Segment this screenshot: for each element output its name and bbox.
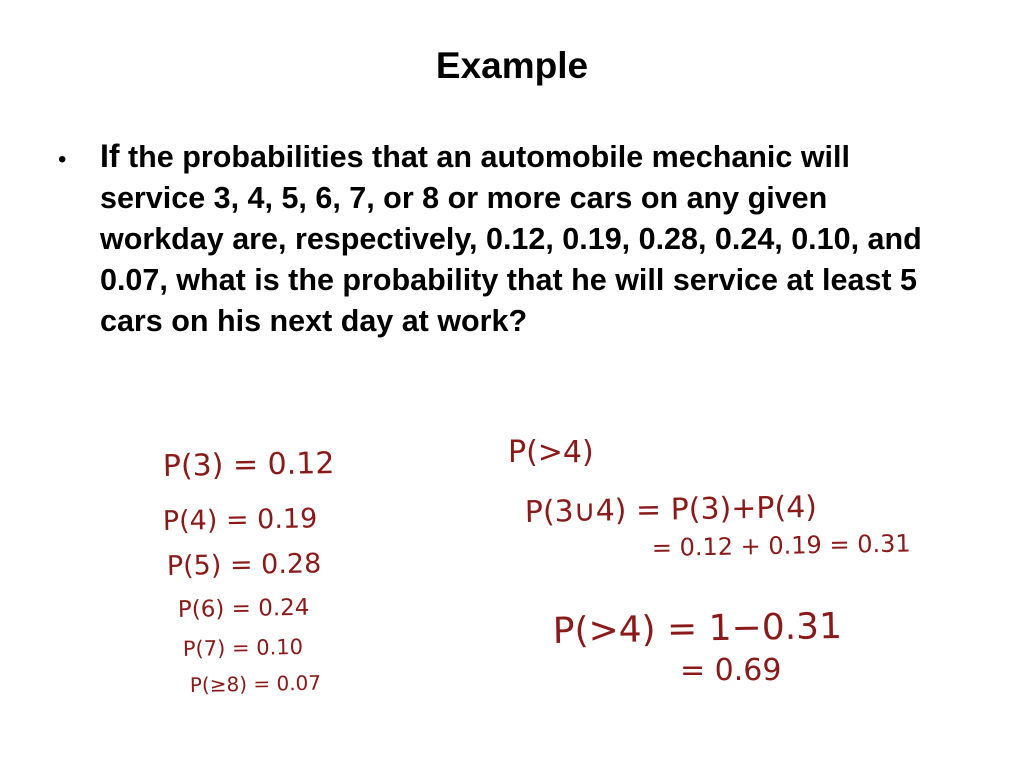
handwritten-solution — [508, 435, 911, 688]
bullet-body: the probabilities that an automobile mechanic will service 3, 4, 5, 6, 7, or 8 or more cars on any given workday are, respectively, 0.12, 0.19, 0.28, 0.24, 0.10, and 0.07, what is the probability that he will service at least 5 cars on his next day at work? — [100, 140, 922, 338]
hw-line-p7: P(7) = 0.10 — [182, 634, 304, 661]
hw-line-p5: P(5) = 0.28 — [166, 548, 322, 582]
hw-line-p8: P(≥8) = 0.07 — [189, 670, 322, 697]
hw-line-sum: = 0.12 + 0.19 = 0.31 — [651, 529, 911, 562]
hw-line-p6: P(6) = 0.24 — [177, 594, 310, 623]
hw-line-question: P(>4) — [508, 435, 594, 470]
slide-title: Example — [435, 45, 589, 86]
bullet-dot: • — [58, 146, 67, 173]
hw-line-p3: P(3) = 0.12 — [162, 446, 335, 484]
hw-line-p4: P(4) = 0.19 — [162, 503, 318, 537]
hw-line-complement: P(>4) = 1−0.31 — [552, 605, 843, 652]
hw-line-answer: = 0.69 — [680, 653, 782, 688]
bullet-lead-word: If — [100, 138, 120, 174]
hw-line-union: P(3∪4) = P(3)+P(4) — [524, 489, 818, 530]
handwritten-probability-list — [163, 446, 335, 697]
